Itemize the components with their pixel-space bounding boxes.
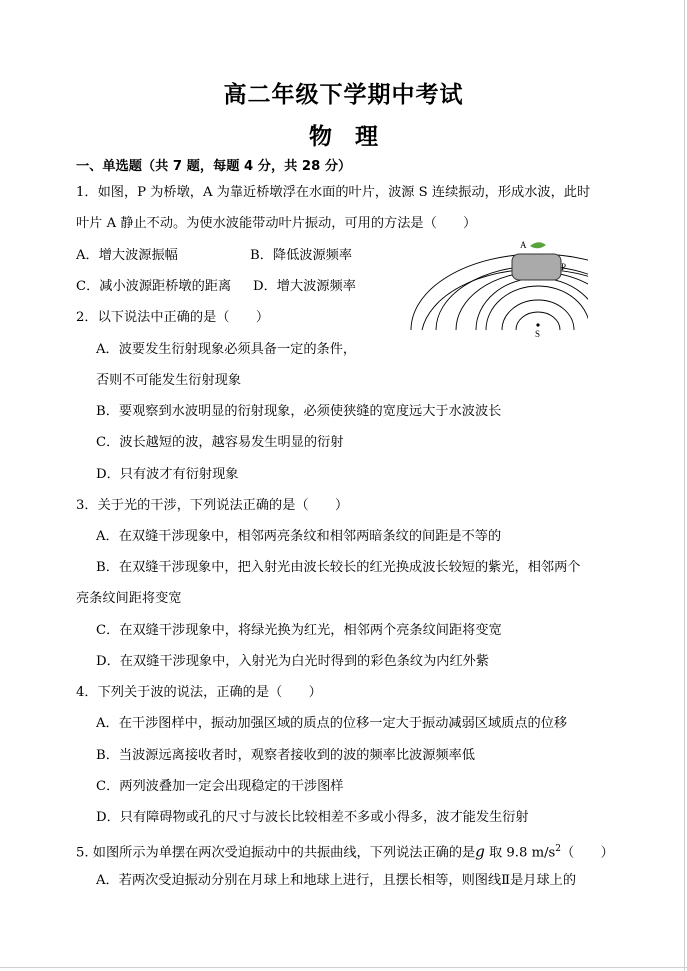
q3-option-d: D．在双缝干涉现象中，入射光为白光时得到的彩色条纹为内红外紫: [96, 654, 490, 669]
q2-option-d: D．只有波才有衍射现象: [96, 467, 239, 482]
q3-option-a: A．在双缝干涉现象中，相邻两亮条纹和相邻两暗条纹的间距是不等的: [96, 529, 502, 544]
label-a: A: [520, 240, 527, 250]
q5-option-a: A．若两次受迫振动分别在月球上和地球上进行，且摆长相等，则图线Ⅱ是月球上的: [96, 873, 577, 888]
q2-option-c: C．波长越短的波，越容易发生明显的衍射: [96, 435, 344, 450]
label-p: P: [561, 262, 567, 272]
leaf-icon: [530, 242, 546, 248]
q1-option-c: C．减小波源距桥墩的距离: [76, 279, 232, 294]
q1-option-b: B．降低波源频率: [250, 248, 353, 263]
pier-shape: [512, 254, 561, 280]
q1-stem-line1: 1．如图，P 为桥墩，A 为靠近桥墩浮在水面的叶片，波源 S 连续振动，形成水波，此时: [76, 185, 591, 200]
q4-option-d: D．只有障碍物或孔的尺寸与波长比较相差不多或小得多，波才能发生衍射: [96, 810, 529, 825]
q5-stem-paren: （ ）: [561, 845, 614, 861]
q2-stem: 2．以下说法中正确的是（ ）: [76, 310, 270, 325]
exam-title: 高二年级下学期中考试: [223, 82, 464, 108]
q1-option-d: D．增大波源频率: [253, 279, 356, 294]
q1-option-a: A．增大波源振幅: [76, 248, 178, 263]
label-s: S: [535, 329, 541, 339]
page-bottom-border: [0, 967, 687, 968]
wave-source-dot: [536, 323, 539, 326]
q1-figure: [408, 238, 588, 344]
q3-option-b-line1: B．在双缝干涉现象中，把入射光由波长较长的红光换成波长较短的紫光，相邻两个: [96, 560, 581, 575]
q4-option-b: B．当波源远离接收者时，观察者接收到的波的频率比波源频率低: [96, 748, 475, 763]
q4-stem: 4．下列关于波的说法，正确的是（ ）: [76, 685, 322, 700]
q3-option-b-line2: 亮条纹间距将变宽: [76, 591, 182, 606]
q2-option-a-line2: 否则不可能发生衍射现象: [96, 373, 242, 388]
q5-stem-value: 取 9.8 m/s: [484, 845, 556, 861]
q2-option-a-line1: A．波要发生衍射现象必须具备一定的条件，: [96, 342, 357, 357]
q5-superscript: 2: [555, 844, 562, 854]
q5-stem: [76, 840, 614, 862]
q3-option-c: C．在双缝干涉现象中，将绿光换为红光，相邻两个亮条纹间距将变宽: [96, 623, 502, 638]
g-symbol: g: [475, 842, 485, 861]
q4-option-a: A．在干涉图样中，振动加强区域的质点的位移一定大于振动减弱区域质点的位移: [96, 716, 568, 731]
wave-diagram: [408, 238, 588, 344]
q4-option-c: C．两列波叠加一定会出现稳定的干涉图样: [96, 779, 344, 794]
q5-stem-text: 5. 如图所示为单摆在两次受迫振动中的共振曲线，下列说法正确的是: [76, 845, 476, 861]
q1-stem-line2: 叶片 A 静止不动。为使水波能带动叶片振动，可用的方法是（ ）: [76, 216, 477, 231]
section-heading: 一、单选题（共 7 题，每题 4 分，共 28 分）: [76, 159, 352, 174]
q2-option-b: B．要观察到水波明显的衍射现象，必须使狭缝的宽度远大于水波波长: [96, 404, 502, 419]
q3-stem: 3．关于光的干涉，下列说法正确的是（ ）: [76, 498, 349, 513]
subject-title: 物 理: [309, 124, 378, 150]
